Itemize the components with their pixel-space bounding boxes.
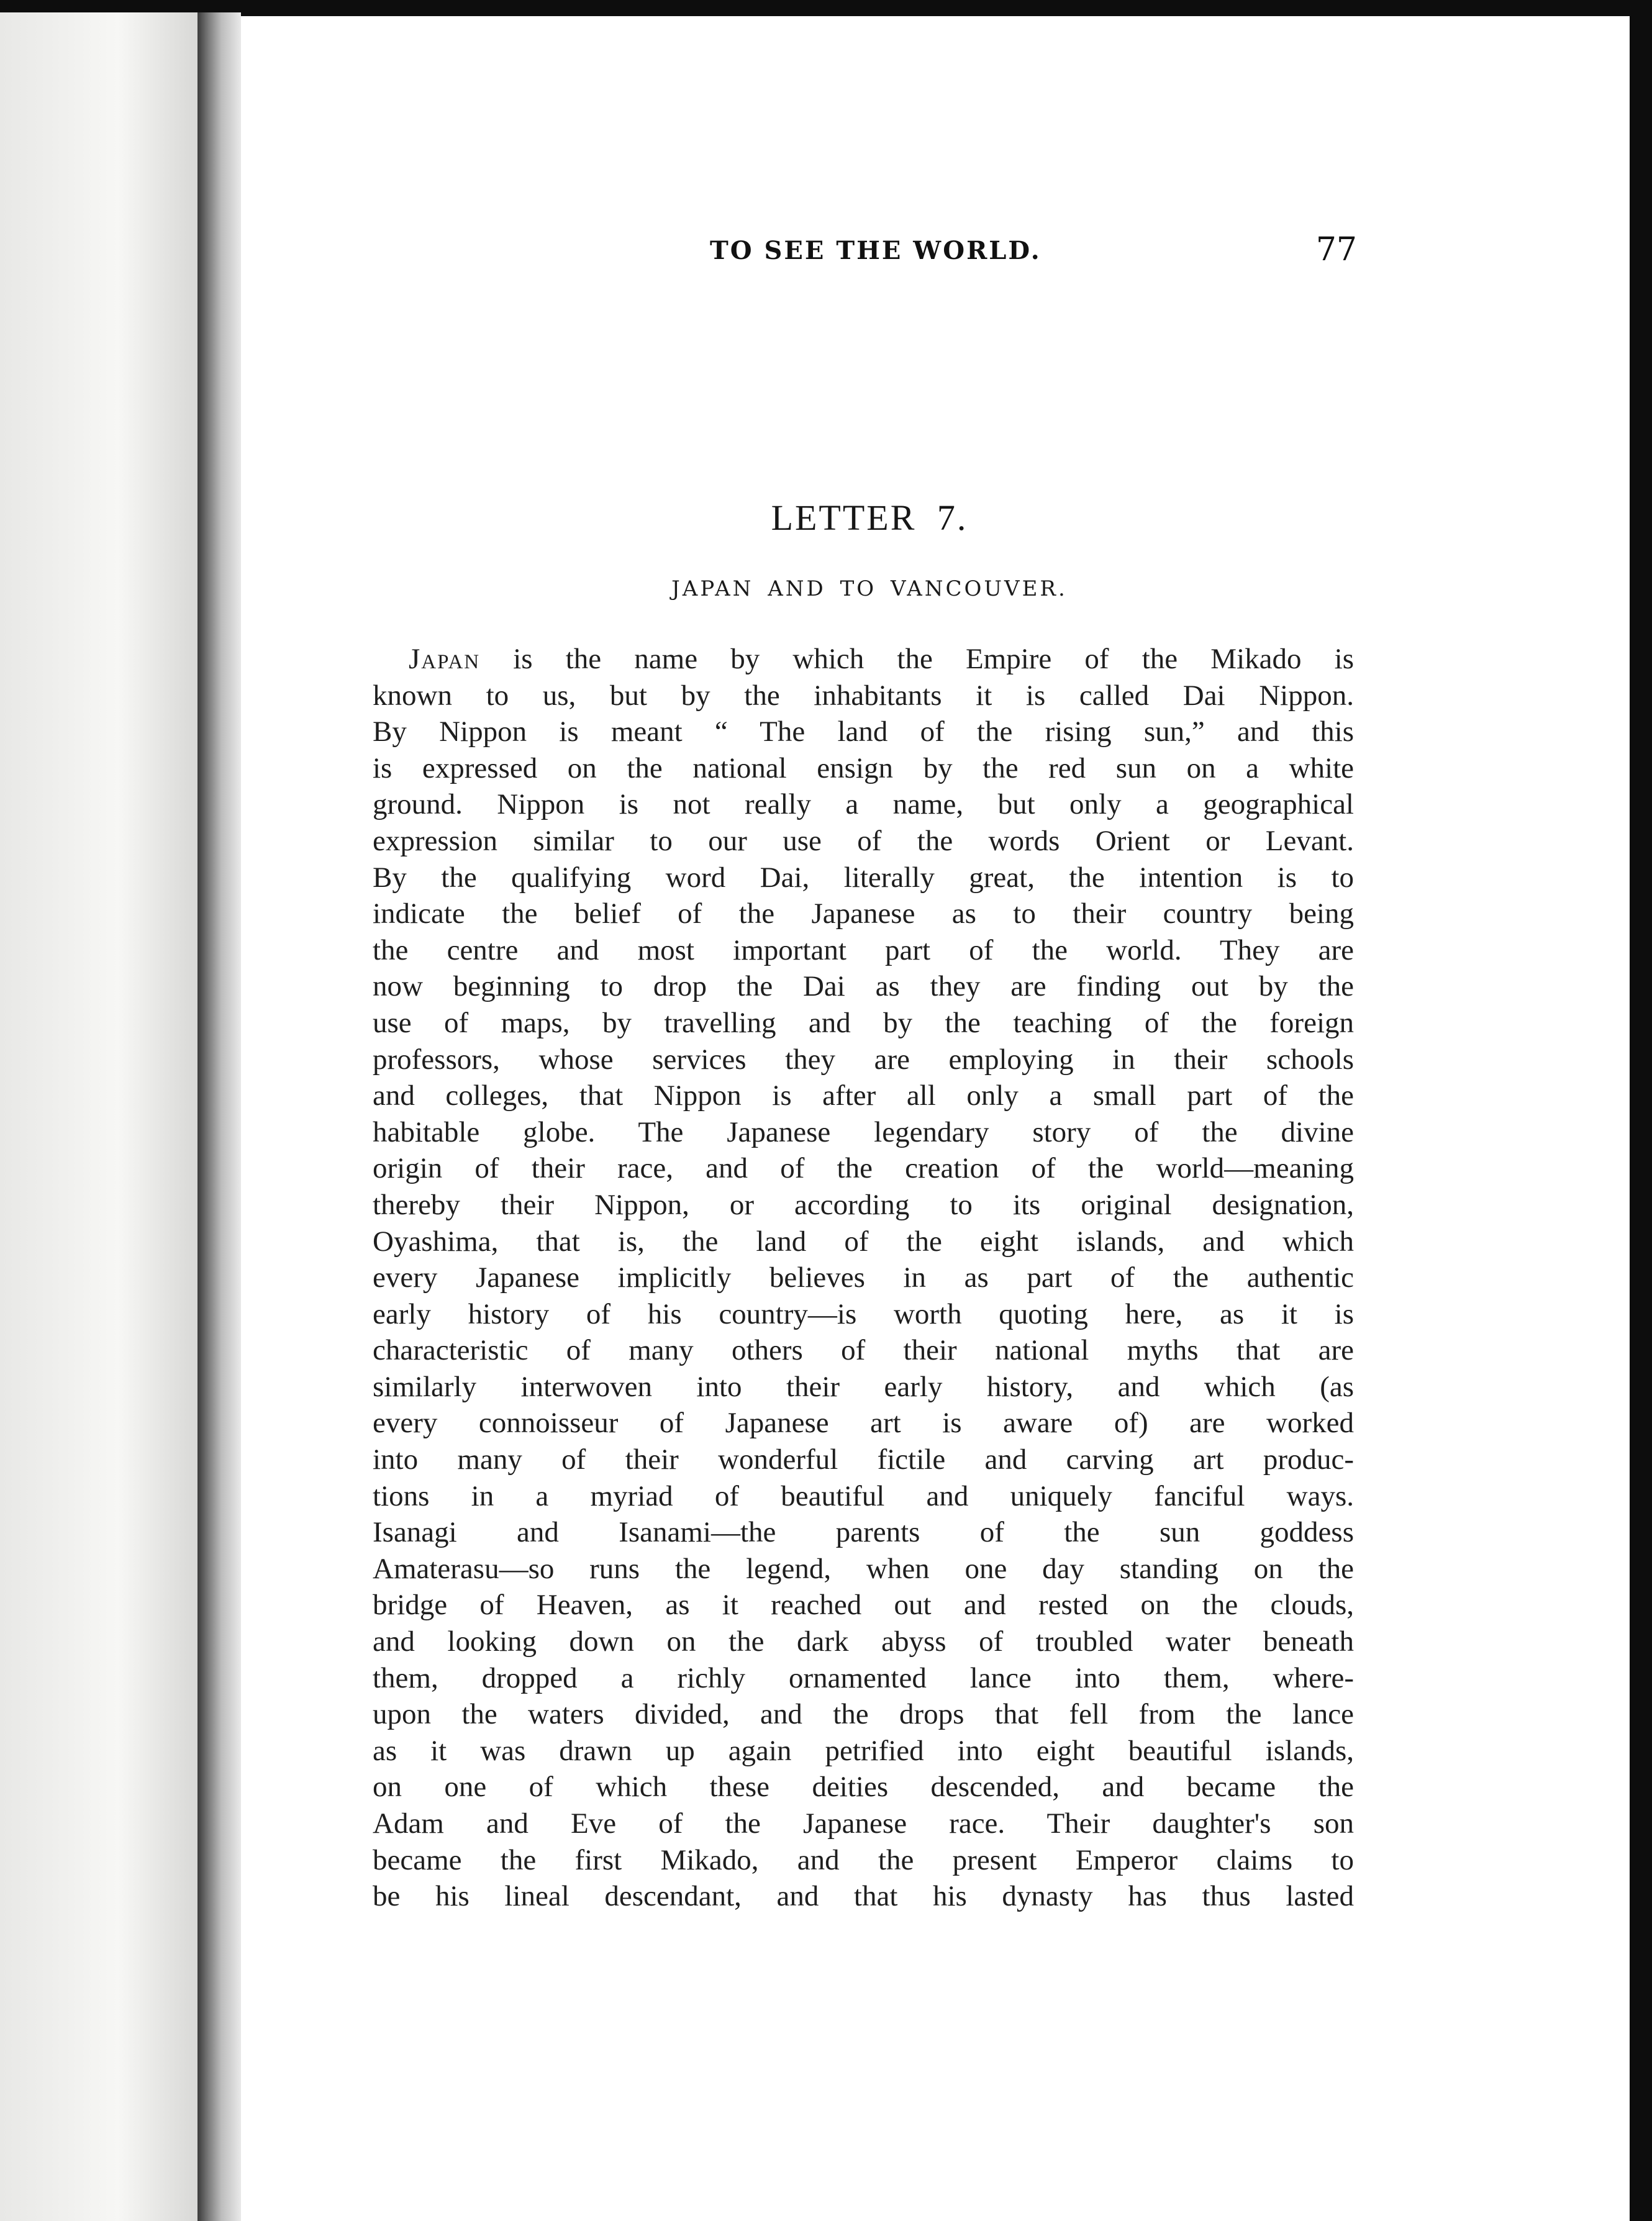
text-line: Oyashima, that is, the land of the eight islands, and which [373, 1225, 1354, 1258]
running-head: TO SEE THE WORLD. [710, 236, 1042, 265]
text-line: and colleges, that Nippon is after all only a small part of the [373, 1079, 1354, 1112]
book-gutter [197, 12, 241, 2221]
text-line: is expressed on the national ensign by the red sun on a white [373, 752, 1354, 784]
text-line: them, dropped a richly ornamented lance into them, where- [373, 1661, 1354, 1694]
scan-border-top [0, 0, 1652, 16]
page-header [469, 222, 1357, 278]
text-line: ground. Nippon is not really a name, but only a geographical [373, 788, 1354, 821]
text-line: known to us, but by the inhabitants it is called Dai Nippon. [373, 679, 1354, 712]
text-line: on one of which these deities descended, and became the [373, 1771, 1354, 1804]
text-line: origin of their race, and of the creation of the world—meaning [373, 1152, 1354, 1185]
text-line: characteristic of many others of their national myths that are [373, 1334, 1354, 1367]
facing-page-edge [0, 12, 197, 2221]
scan-border-right [1630, 0, 1652, 2221]
text-line: expression similar to our use of the words Orient or Levant. [373, 824, 1354, 857]
text-line: be his lineal descendant, and that his dynasty has thus lasted [373, 1880, 1354, 1913]
text-line: and looking down on the dark abyss of troubled water beneath [373, 1625, 1354, 1658]
lead-word: Japan [409, 643, 481, 675]
text-line: Adam and Eve of the Japanese race. Their daughter's son [373, 1807, 1354, 1840]
text-line: Japan is the name by which the Empire of the Mikado is [409, 643, 1354, 675]
text-line: use of maps, by travelling and by the teaching of the foreign [373, 1006, 1354, 1039]
text-line: Isanagi and Isanami—the parents of the sun goddess [373, 1516, 1354, 1549]
text-line: habitable globe. The Japanese legendary story of the divine [373, 1115, 1354, 1148]
text-line: early history of his country—is worth quoting here, as it is [373, 1297, 1354, 1330]
chapter-title: LETTER 7. [771, 497, 968, 538]
page-number: 77 [1315, 231, 1357, 268]
text-line: thereby their Nippon, or according to its original designation, [373, 1188, 1354, 1221]
text-line: every Japanese implicitly believes in as part of the authentic [373, 1261, 1354, 1294]
text-line: tions in a myriad of beautiful and uniquely fanciful ways. [373, 1479, 1354, 1512]
chapter-subtitle: JAPAN AND TO VANCOUVER. [671, 576, 1068, 601]
text-line: similarly interwoven into their early history, and which (as [373, 1370, 1354, 1403]
text-line: Amaterasu—so runs the legend, when one day standing on the [373, 1552, 1354, 1585]
text-line: into many of their wonderful fictile and carving art produc- [373, 1443, 1354, 1476]
text-line: professors, whose services they are employing in their schools [373, 1043, 1354, 1076]
text-line: upon the waters divided, and the drops that fell from the lance [373, 1698, 1354, 1731]
body-text [373, 641, 1354, 1915]
text-line: By Nippon is meant “ The land of the rising sun,” and this [373, 715, 1354, 748]
text-line: as it was drawn up again petrified into eight beautiful islands, [373, 1734, 1354, 1767]
text-line: the centre and most important part of the world. They are [373, 933, 1354, 966]
text-line: indicate the belief of the Japanese as to their country being [373, 897, 1354, 930]
text-line: bridge of Heaven, as it reached out and rested on the clouds, [373, 1589, 1354, 1622]
text-line: By the qualifying word Dai, literally great, the intention is to [373, 861, 1354, 894]
text-line: became the first Mikado, and the present Emperor claims to [373, 1843, 1354, 1876]
text-line: now beginning to drop the Dai as they are finding out by the [373, 970, 1354, 1003]
text-line: every connoisseur of Japanese art is aware of) are worked [373, 1407, 1354, 1440]
